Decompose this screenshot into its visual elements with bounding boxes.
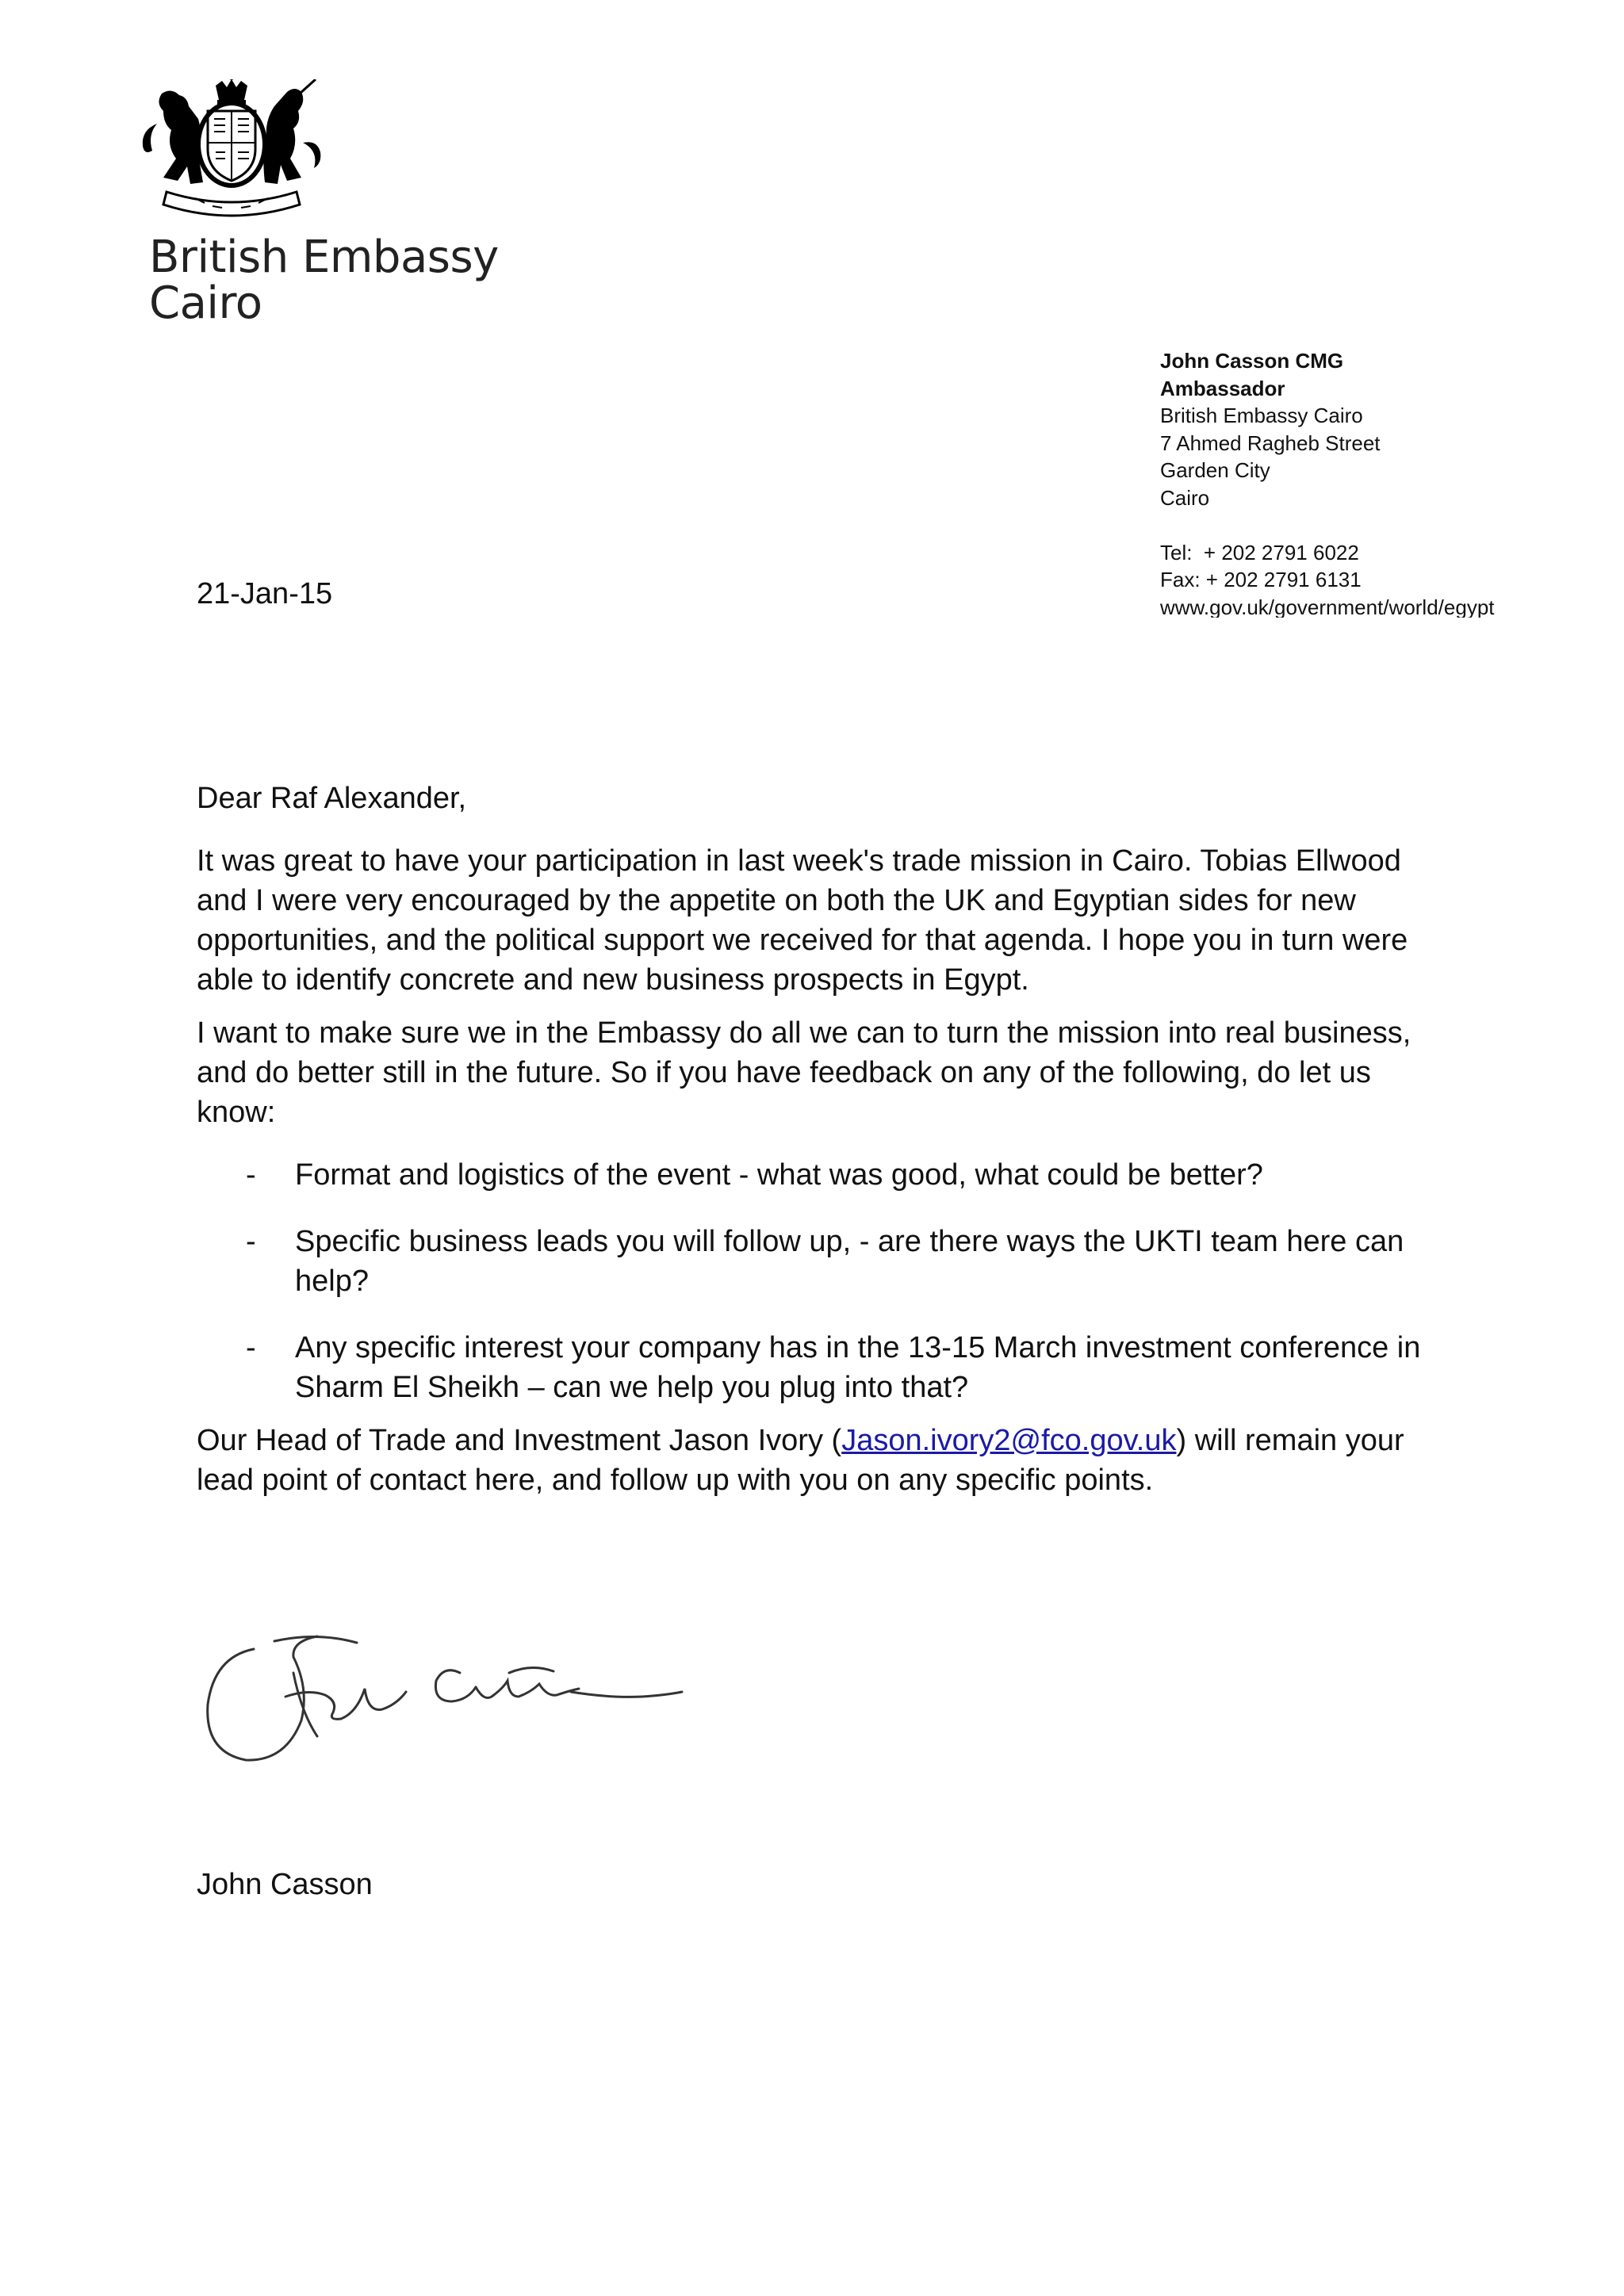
letter-date: 21-Jan-15 [197, 577, 333, 610]
sender-tel: Tel: + 202 2791 6022 [1160, 540, 1359, 564]
paragraph-2: I want to make sure we in the Embassy do all we can to turn the mission into real business, and do better still in the future. So if you have feedback on any of the following, do let us know: [197, 1016, 1411, 1129]
bullet-dash: - [246, 1331, 256, 1364]
paragraph-3-start: Our Head of Trade and Investment Jason Ivory ( [197, 1424, 842, 1457]
list-item [197, 1328, 1434, 1407]
paragraph-1: It was great to have your participation in last week's trade mission in Cairo. Tobias Ellwood and I were very encouraged by the appetite on both the UK and Egyptian sides for new opportunities, and the political support we received for that agenda. I hope you in turn were able to identify concrete and new business prospects in Egypt. [197, 844, 1408, 997]
letter-body [197, 779, 1434, 1513]
list-item [197, 1155, 1434, 1195]
email-link[interactable]: Jason.ivory2@fco.gov.uk [841, 1424, 1177, 1457]
organisation-line-1: British Embassy [149, 232, 499, 283]
paragraph-3-end: ) will remain your lead point of contact here, and follow up with you on any specific points. [197, 1424, 1404, 1497]
salutation: Dear Raf Alexander, [197, 782, 467, 815]
list-item-text: Specific business leads you will follow up, - are there ways the UKTI team here can help? [295, 1225, 1404, 1298]
bullet-dash: - [246, 1158, 256, 1192]
sender-address-line: Cairo [1160, 485, 1210, 510]
handwritten-signature [198, 1625, 690, 1784]
list-item-text: Any specific interest your company has in the 13-15 March investment conference in Sharm El Sheikh – can we help you plug into that? [295, 1331, 1421, 1404]
sender-fax: Fax: + 202 2791 6131 [1160, 568, 1362, 591]
list-item-text: Format and logistics of the event - what was good, what could be better? [295, 1158, 1263, 1192]
royal-coat-of-arms-icon [140, 79, 324, 227]
list-item [197, 1222, 1434, 1301]
sender-block [1160, 347, 1604, 618]
bullet-dash: - [246, 1225, 256, 1258]
feedback-list [197, 1155, 1434, 1407]
sender-website: www.gov.uk/government/world/egypt [1160, 595, 1495, 618]
sender-address-line: Garden City [1160, 458, 1270, 482]
organisation-name [149, 232, 499, 329]
spacer [1160, 511, 1604, 539]
sender-address-line: 7 Ahmed Ragheb Street [1160, 430, 1381, 455]
sender-title: Ambassador [1160, 376, 1285, 400]
sender-name: John Casson CMG [1160, 349, 1344, 373]
signoff-name: John Casson [197, 1868, 373, 1901]
sender-address-line: British Embassy Cairo [1160, 404, 1363, 427]
organisation-line-2: Cairo [149, 277, 262, 329]
paragraph-3 [197, 1421, 1434, 1500]
